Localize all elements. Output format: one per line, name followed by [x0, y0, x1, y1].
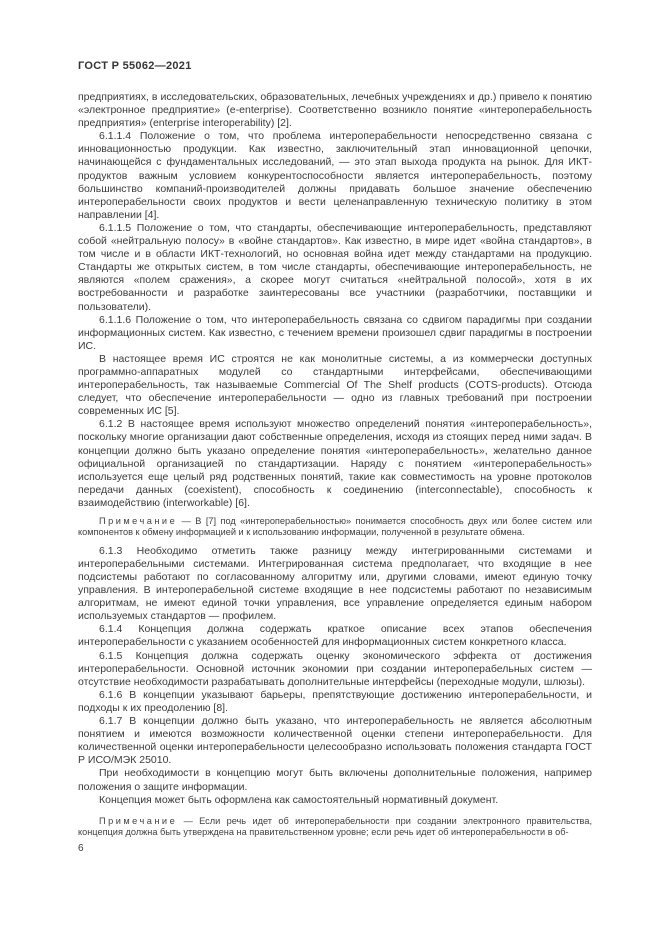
note-interoperability-definition	[78, 516, 592, 539]
page-number: 6	[78, 843, 84, 854]
paragraph-continuation: предприятиях, в исследовательских, образовательных, лечебных учреждениях и др.) привело к понятию «электронное предприятие» (e-enterprise). Соответственно возникло понятие «интероперабельность предприятия» (enterprise interoperability) [2].	[78, 91, 592, 130]
paragraph-6-1-1-5: 6.1.1.5 Положение о том, что стандарты, обеспечивающие интероперабельность, представляют собой «нейтральную полосу» в «войне стандартов». Как известно, в мире идет «война стандартов», в том числе и в области ИКТ-технологий, но основная война идет между стандартами на продукцию. Стандарты же открытых систем, в том числе стандарты, обеспечивающие интероперабельность, не являются «полем сражения», а скорее могут считаться «нейтральной полосой», хотя в их востребованности и разработке заинтересованы все участники (разработчики, поставщики и пользователи).	[78, 221, 592, 313]
paragraph-cots: В настоящее время ИС строятся не как монолитные системы, а из коммерчески доступных программно-аппаратных модулей со стандартными интерфейсами, обеспечивающими интероперабельность, так называемые Commercial Of The Shelf products (COTS-products). Отсюда следует, что обеспечение интероперабельности — одно из главных требований при построении современных ИС [5].	[78, 352, 592, 418]
note-label: Примечание	[99, 516, 178, 526]
paragraph-standalone-document: Концепция может быть оформлена как самостоятельный нормативный документ.	[99, 793, 499, 806]
note-egovernment	[78, 816, 592, 839]
paragraph-6-1-5: 6.1.5 Концепция должна содержать оценку экономического эффекта от достижения интероперабельности. Основной источник экономии при создании интероперабельных систем — отсутствие необходимости разрабатывать дополнительные интерфейсы (переходные модули, шлюзы).	[78, 649, 592, 688]
standard-number-header: ГОСТ Р 55062—2021	[78, 60, 192, 72]
paragraph-6-1-6: 6.1.6 В концепции указывают барьеры, препятствующие достижению интероперабельности, и подходы к их преодолению [8].	[78, 688, 592, 714]
paragraph-6-1-7: 6.1.7 В концепции должно быть указано, что интероперабельность не является абсолютным понятием и имеются возможности количественной оценки степени интероперабельности. Для количественной оценки интероперабельности целесообразно использовать положения стандарта ГОСТ Р ИСО/МЭК 25010.	[78, 715, 592, 767]
paragraph-6-1-4: 6.1.4 Концепция должна содержать краткое описание всех этапов обеспечения интероперабельности с указанием особенностей для информационных систем конкретного класса.	[78, 623, 592, 649]
paragraph-additional-provisions: При необходимости в концепцию могут быть включены дополнительные положения, например положения о защите информации.	[78, 767, 592, 793]
paragraph-6-1-1-4: 6.1.1.4 Положение о том, что проблема интероперабельности непосредственно связана с инновационностью продукции. Как известно, заключительный этап инновационной цепочки, начинающейся с фундаментальных исследований, — это этап выхода продукта на рынок. Для ИКТ-продуктов важным условием конкурентоспособности является интероперабельность, поэтому большинство компаний-производителей должны придавать большое значение обеспечению интероперабельности своих продуктов и вести целенаправленную техническую политику в этом направлении [4].	[78, 130, 592, 221]
paragraph-6-1-1-6: 6.1.1.6 Положение о том, что интероперабельность связана со сдвигом парадигмы при создании информационных систем. Как известно, с течением времени произошел сдвиг парадигмы в построении ИС.	[78, 313, 592, 352]
paragraph-6-1-3: 6.1.3 Необходимо отметить также разницу между интегрированными системами и интероперабельными системами. Интегрированная система предполагает, что входящие в нее подсистемы работают по согласованному алгоритму или, другими словами, имеют единую точку управления. В интероперабельной системе входящие в нее подсистемы работают по независимым алгоритмам, не имеют единой точки управления, все управление определяется единым набором используемых стандартов — профилем.	[78, 544, 592, 623]
note-text: — В [7] под «интероперабельностью» понимается способность двух или более систем или компонентов к обмену информацией и к использованию информации, полученной в результате обмена.	[78, 516, 592, 538]
note-text: — Если речь идет об интероперабельности при создании электронного правительства, концепция должна быть утверждена на правительственном уровне; если речь идет об интероперабельности в об-	[78, 815, 592, 838]
note-label: Примечание	[99, 815, 178, 826]
paragraph-6-1-2: 6.1.2 В настоящее время используют множество определений понятия «интероперабельность», поскольку многие организации дают собственные определения, исходя из стоящих перед ними задач. В концепции должно быть указано определение понятия «интероперабельность», желательно данное официальной организацией по стандартизации. Наряду с понятием «интероперабельность» используется еще целый ряд родственных понятий, такие как совместимость на уровне протоколов передачи данных (coexistent), способность к соединению (interconnectable), способность к взаимодействию (interworkable) [6].	[78, 418, 592, 509]
document-body	[78, 91, 592, 839]
